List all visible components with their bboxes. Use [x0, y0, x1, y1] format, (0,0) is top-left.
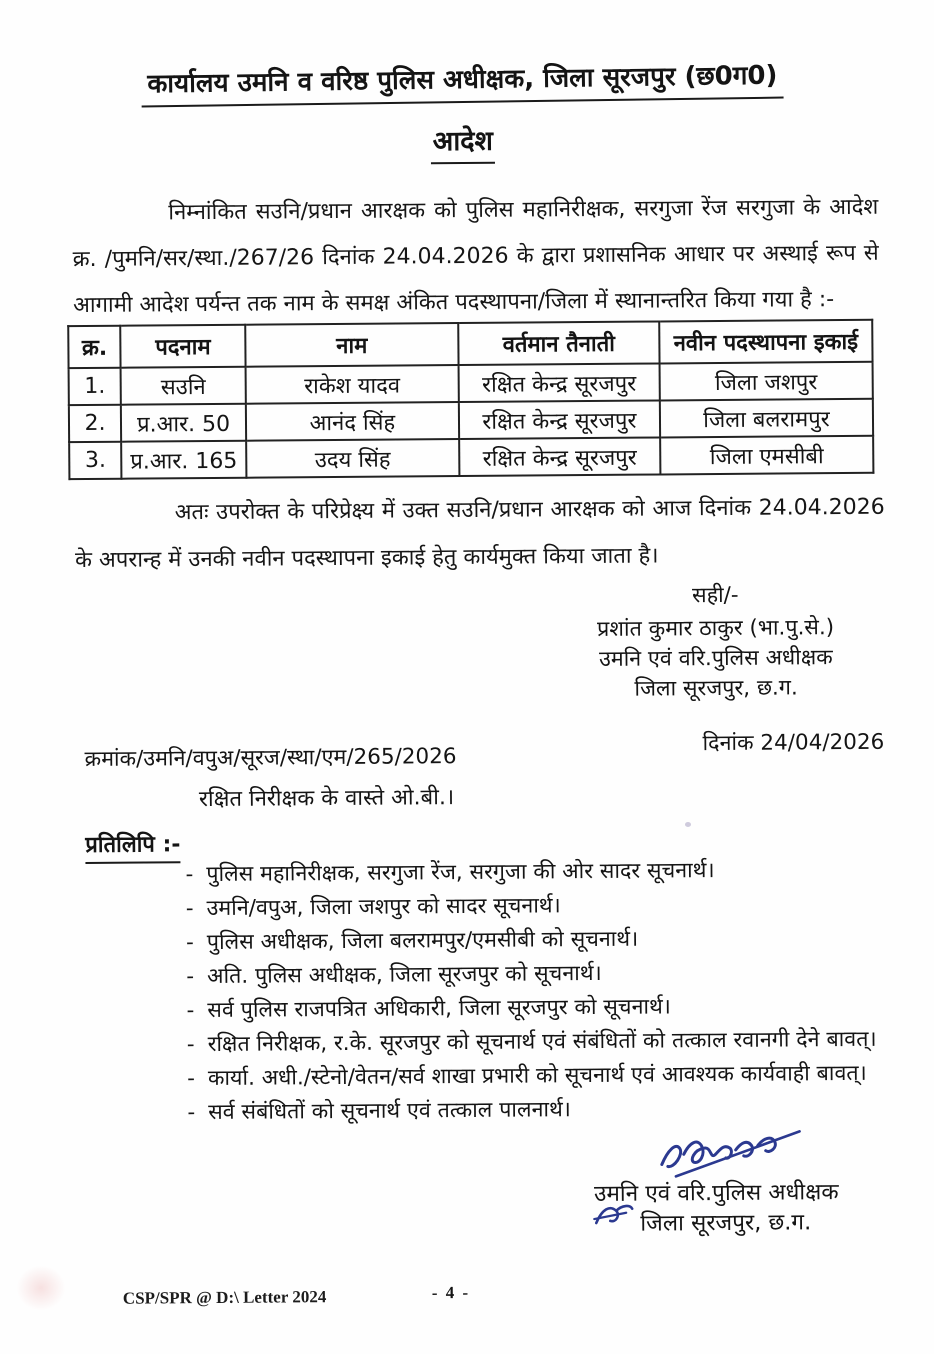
memo-number: क्रमांक/उमनि/वपुअ/सूरज/स्था/एम/265/2026	[84, 744, 457, 773]
page-number: - 4 -	[431, 1282, 471, 1303]
table-row	[69, 399, 873, 442]
copy-item	[185, 853, 895, 893]
cell-designation: प्र.आर. 50	[121, 404, 246, 442]
cell-designation: सउनि	[121, 367, 246, 405]
bottom-signatory-district: जिला सूरजपुर, छ.ग.	[640, 1209, 812, 1237]
copies-heading	[85, 828, 180, 864]
cell-current-posting: रक्षित केन्द्र सूरजपुर	[459, 400, 660, 439]
handwritten-signature-ink	[654, 1123, 814, 1182]
ob-instruction: रक्षित निरीक्षक के वास्ते ओ.बी.।	[198, 785, 455, 813]
signed-mark: सही/-	[692, 582, 739, 609]
scan-smudge-artifact	[6, 1256, 76, 1320]
scan-dot-artifact	[685, 822, 691, 827]
order-heading	[0, 117, 930, 167]
copy-item	[186, 955, 896, 995]
officer-district: जिला सूरजपुर, छ.ग.	[634, 675, 798, 702]
office-title	[0, 56, 929, 106]
transfer-table	[67, 319, 874, 480]
dash-bullet: -	[186, 1032, 195, 1058]
cell-serial: 3.	[69, 442, 122, 479]
copy-item-text: पुलिस अधीक्षक, जिला बलरामपुर/एमसीबी को सूचनार्थ।	[206, 926, 639, 956]
dash-bullet: -	[187, 1100, 196, 1126]
dash-bullet: -	[185, 896, 194, 922]
bottom-signatory-designation: उमनि एवं वरि.पुलिस अधीक्षक	[593, 1179, 839, 1208]
col-header-new-posting-unit: नवीन पदस्थापना इकाई	[659, 320, 872, 364]
copy-item-text: पुलिस महानिरीक्षक, सरगुजा रेंज, सरगुजा की ओर सादर सूचनार्थ।	[206, 858, 715, 888]
copies-list	[185, 853, 897, 1131]
authority-signature-block	[567, 580, 864, 705]
cell-name: उदय सिंह	[246, 439, 459, 478]
copy-item-text: रक्षित निरीक्षक, र.के. सूरजपुर को सूचनार्थ एवं संबंधितों को तत्काल रवानगी देने बावत्।	[207, 1026, 877, 1058]
copy-item	[186, 989, 896, 1029]
copy-item-text: उमनि/वपुअ, जिला जशपुर को सादर सूचनार्थ।	[206, 893, 561, 922]
table-row	[69, 362, 873, 405]
copy-item	[187, 1023, 897, 1063]
order-paragraph-2: अतः उपरोक्त के परिप्रेक्ष्य में उक्त सउनि/प्रधान आरक्षक को आज दिनांक 24.04.2026 के अपरान्ह में उनकी नवीन पदस्थापना इकाई हेतु कार्यमुक्त किया जाता है।	[74, 494, 885, 574]
dash-bullet: -	[185, 930, 194, 956]
footer-file-reference: CSP/SPR @ D:\ Letter 2024	[122, 1287, 327, 1308]
col-header-current-posting: वर्तमान तैनाती	[458, 321, 659, 365]
officer-designation: उमनि एवं वरि.पुलिस अधीक्षक	[598, 645, 833, 672]
table-row	[69, 436, 873, 479]
table-header-row	[68, 320, 872, 368]
col-header-name: नाम	[245, 323, 458, 367]
cell-current-posting: रक्षित केन्द्र सूरजपुर	[459, 437, 660, 476]
dash-bullet: -	[185, 862, 194, 888]
order-heading-text: आदेश	[430, 121, 495, 165]
cell-new-posting-unit: जिला एमसीबी	[660, 436, 873, 475]
dash-bullet: -	[187, 1066, 196, 1092]
col-header-designation: पदनाम	[120, 325, 245, 368]
cell-name: राकेश यादव	[245, 365, 458, 404]
cell-designation: प्र.आर. 165	[121, 441, 246, 479]
cell-new-posting-unit: जिला जशपुर	[659, 362, 872, 401]
dash-bullet: -	[186, 964, 195, 990]
memo-date: दिनांक 24/04/2026	[702, 729, 885, 757]
cell-name: आनंद सिंह	[246, 402, 459, 441]
copy-item-text: सर्व संबंधितों को सूचनार्थ एवं तत्काल पालनार्थ।	[208, 1097, 571, 1126]
officer-name: प्रशांत कुमार ठाकुर (भा.पु.से.)	[597, 615, 835, 642]
copy-item	[187, 1057, 897, 1097]
order-paragraph-1: निम्नांकित सउनि/प्रधान आरक्षक को पुलिस महानिरीक्षक, सरगुजा रेंज सरगुजा के आदेश क्र. /पुमनि/सर/स्था./267/26 दिनांक 24.04.2026 के द्वारा प्रशासनिक आधार पर अस्थाई रूप से आगामी आदेश पर्यन्त तक नाम के समक्ष अंकित पदस्थापना/जिला में स्थानान्तरित किया गया है :-	[72, 194, 879, 319]
copy-item-text: कार्या. अधी./स्टेनो/वेतन/सर्व शाखा प्रभारी को सूचनार्थ एवं आवश्यक कार्यवाही बावत्।	[207, 1060, 867, 1092]
copy-item-text: अति. पुलिस अधीक्षक, जिला सूरजपुर को सूचनार्थ।	[207, 960, 602, 990]
cell-serial: 2.	[69, 405, 122, 442]
copy-item-text: सर्व पुलिस राजपत्रित अधिकारी, जिला सूरजपुर को सूचनार्थ।	[207, 994, 672, 1024]
copies-heading-text: प्रतिलिपि :-	[85, 828, 180, 864]
copy-item	[186, 887, 896, 927]
office-title-text: कार्यालय उमनि व वरिष्ठ पुलिस अधीक्षक, जिला सूरजपुर (छ0ग0)	[141, 56, 784, 108]
dash-bullet: -	[186, 998, 195, 1024]
col-header-serial: क्र.	[68, 326, 121, 368]
cell-current-posting: रक्षित केन्द्र सूरजपुर	[458, 363, 659, 402]
cell-new-posting-unit: जिला बलरामपुर	[660, 399, 873, 438]
cell-serial: 1.	[69, 368, 122, 405]
copy-item	[186, 921, 896, 961]
